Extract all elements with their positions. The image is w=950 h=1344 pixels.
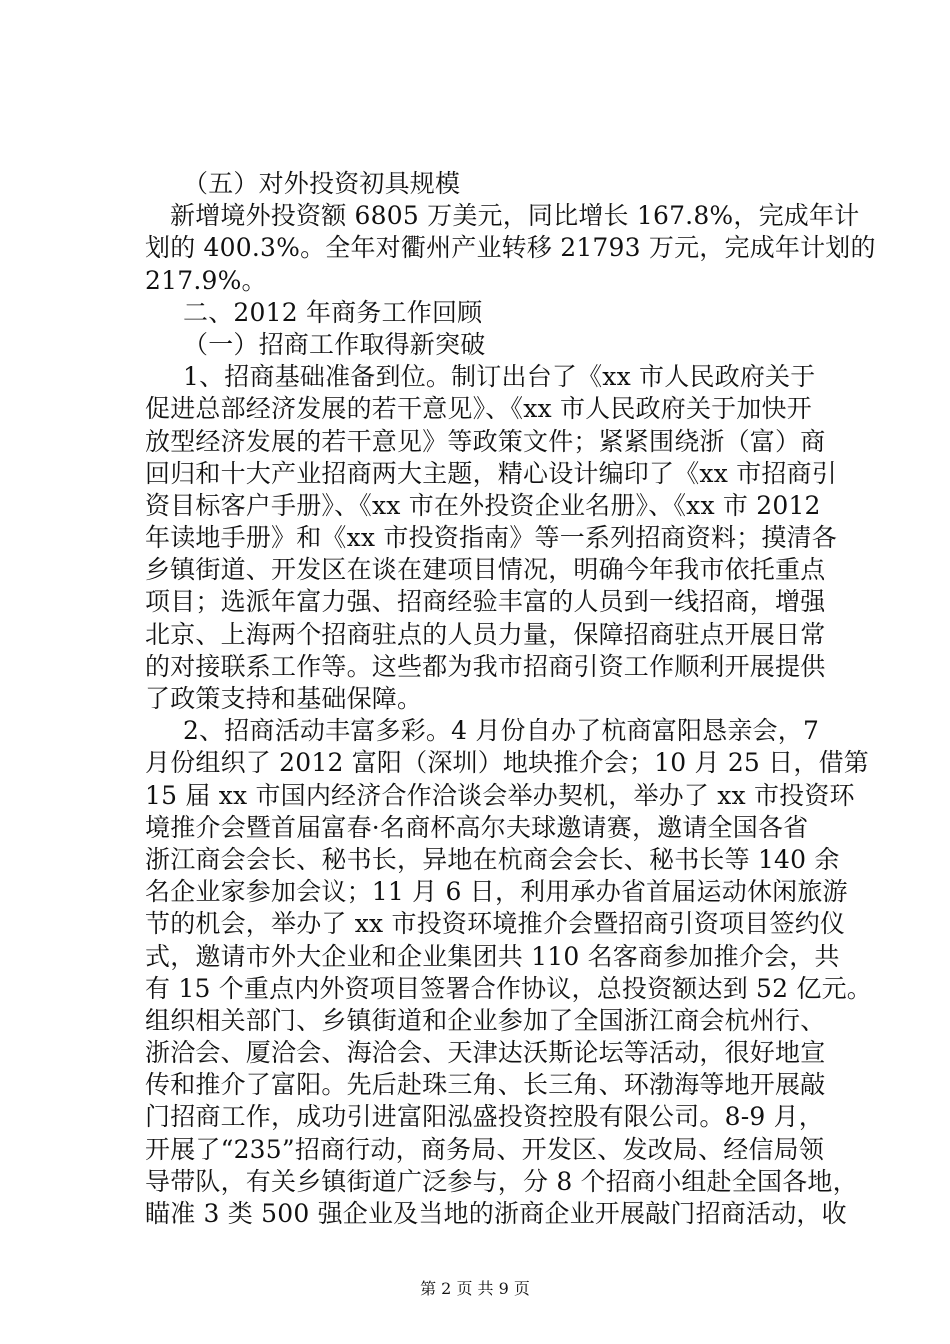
document-body [145,168,876,1230]
section-heading: （一）招商工作取得新突破 [183,329,486,359]
paragraph-line: 境推介会暨首届富春·名商杯高尔夫球邀请赛，邀请全国各省 [145,812,809,842]
paragraph-line: 浙洽会、厦洽会、海洽会、天津达沃斯论坛等活动，很好地宣 [145,1038,826,1068]
paragraph-line: 北京、上海两个招商驻点的人员力量，保障招商驻点开展日常 [145,619,826,649]
paragraph-line: 开展了“235”招商行动，商务局、开发区、发改局、经信局领 [145,1134,825,1164]
paragraph-line: 划的 400.3%。全年对衢州产业转移 21793 万元，完成年计划的 [145,233,876,263]
paragraph-line: 组织相关部门、乡镇街道和企业参加了全国浙江商会杭州行、 [145,1005,826,1035]
paragraph-line: 年读地手册》和《xx 市投资指南》等一系列招商资料；摸清各 [145,523,837,553]
paragraph-line: 回归和十大产业招商两大主题，精心设计编印了《xx 市招商引 [145,458,837,488]
paragraph-line: 式，邀请市外大企业和企业集团共 110 名客商参加推介会，共 [145,941,840,971]
paragraph-line: 有 15 个重点内外资项目签署合作协议，总投资额达到 52 亿元。 [145,973,873,1003]
paragraph-line: 瞄准 3 类 500 强企业及当地的浙商企业开展敲门招商活动，收 [145,1199,847,1228]
paragraph-line: 217.9%。 [145,265,267,295]
page-footer: 第 2 页 共 9 页 [420,1279,530,1298]
paragraph-line: 项目；选派年富力强、招商经验丰富的人员到一线招商，增强 [145,587,826,617]
paragraph-line: 了政策支持和基础保障。 [145,684,423,713]
paragraph-line: 促进总部经济发展的若干意见》、《xx 市人民政府关于加快开 [145,394,812,424]
paragraph-line: 资目标客户手册》、《xx 市在外投资企业名册》、《xx 市 2012 [145,490,821,520]
paragraph-line: 月份组织了 2012 富阳（深圳）地块推介会；10 月 25 日，借第 [145,748,869,778]
paragraph-line: 乡镇街道、开发区在谈在建项目情况，明确今年我市依托重点 [145,555,826,585]
paragraph-line: 15 届 xx 市国内经济合作洽谈会举办契机，举办了 xx 市投资环 [145,780,855,810]
paragraph-line: 名企业家参加会议；11 月 6 日，利用承办省首届运动休闲旅游 [145,877,848,907]
paragraph-line: 1、招商基础准备到位。制订出台了《xx 市人民政府关于 [183,362,816,392]
paragraph-line: 导带队，有关乡镇街道广泛参与，分 8 个招商小组赴全国各地， [145,1166,858,1196]
section-heading: （五）对外投资初具规模 [183,169,461,198]
paragraph-line: 新增境外投资额 6805 万美元，同比增长 167.8%，完成年计 [170,201,860,231]
paragraph-line: 的对接联系工作等。这些都为我市招商引资工作顺利开展提供 [145,651,826,681]
paragraph-line: 节的机会，举办了 xx 市投资环境推介会暨招商引资项目签约仪 [145,909,846,939]
paragraph-line: 浙江商会会长、秘书长，异地在杭商会会长、秘书长等 140 余 [145,844,840,874]
paragraph-line: 放型经济发展的若干意见》等政策文件；紧紧围绕浙（富）商 [145,426,826,456]
paragraph-line: 2、招商活动丰富多彩。4 月份自办了杭商富阳恳亲会，7 [183,716,820,746]
paragraph-line: 门招商工作，成功引进富阳泓盛投资控股有限公司。8-9 月， [145,1102,825,1132]
section-heading: 二、2012 年商务工作回顾 [183,297,483,327]
paragraph-line: 传和推介了富阳。先后赴珠三角、长三角、环渤海等地开展敲 [145,1070,826,1100]
